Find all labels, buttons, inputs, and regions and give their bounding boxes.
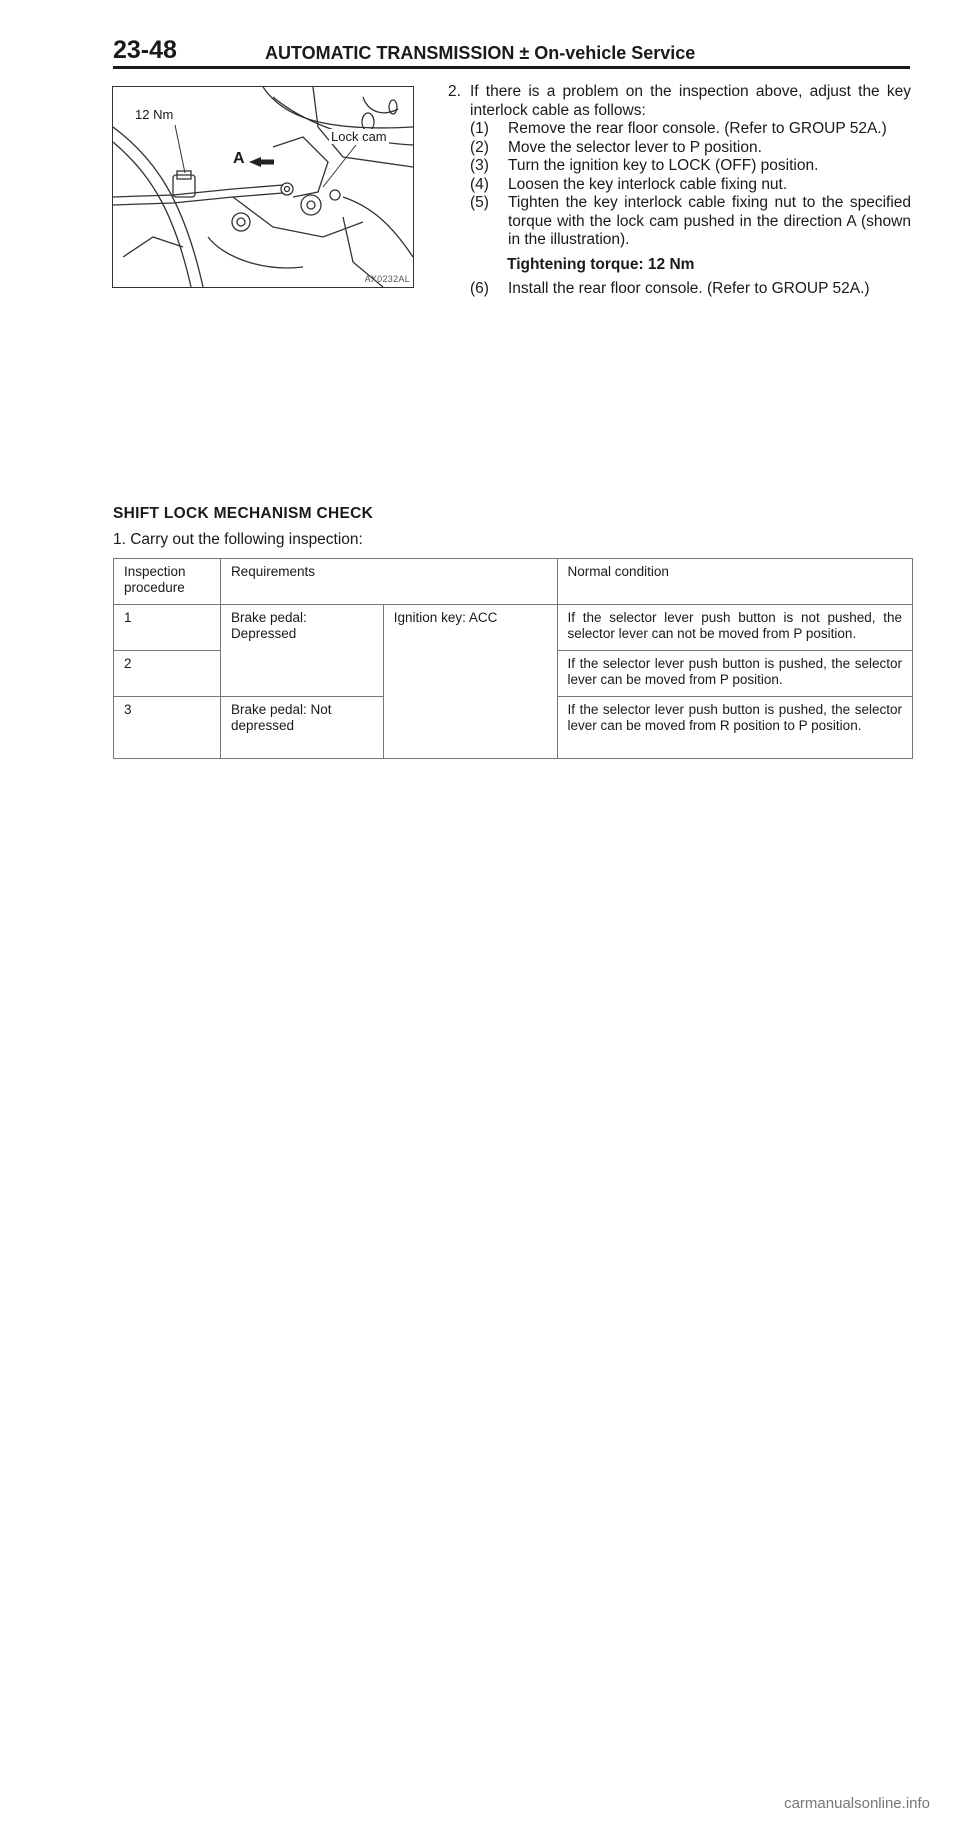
substep-text: Loosen the key interlock cable fixing nut. xyxy=(508,175,788,193)
cell-procedure: 3 xyxy=(114,697,221,759)
step-2 xyxy=(448,83,911,120)
cell-brake-pedal: Brake pedal: Depressed xyxy=(220,605,383,697)
substep-5 xyxy=(470,194,911,250)
substep-number: (6) xyxy=(470,280,489,297)
watermark: carmanualsonline.info xyxy=(784,1795,930,1812)
page-header xyxy=(113,34,910,68)
header-normal-condition: Normal condition xyxy=(557,559,912,605)
cell-normal-condition: If the selector lever push button is pushed, the selector lever can be moved from P position. xyxy=(557,651,912,697)
substep-number: (1) xyxy=(470,120,489,137)
section-intro: 1. Carry out the following inspection: xyxy=(113,531,363,548)
substep-number: (3) xyxy=(470,157,489,174)
table-row xyxy=(114,605,913,651)
substep-2 xyxy=(470,139,911,158)
header-procedure: Inspection procedure xyxy=(114,559,221,605)
substep-text: Remove the rear floor console. (Refer to GROUP 52A.) xyxy=(508,120,887,137)
header-requirements: Requirements xyxy=(220,559,557,605)
substep-text: Install the rear floor console. (Refer to GROUP 52A.) xyxy=(508,280,870,297)
cell-normal-condition: If the selector lever push button is not pushed, the selector lever can not be moved from P position. xyxy=(557,605,912,651)
cell-brake-pedal: Brake pedal: Not depressed xyxy=(220,697,383,759)
inspection-table xyxy=(113,558,913,759)
substep-1 xyxy=(470,120,911,139)
substep-text: Tighten the key interlock cable fixing nut to the specified torque with the lock cam pushed in the direction A (shown in the illustration). xyxy=(508,194,911,248)
substep-4 xyxy=(470,176,911,195)
cell-normal-condition: If the selector lever push button is pushed, the selector lever can be moved from R position to P position. xyxy=(557,697,912,759)
page-title: AUTOMATIC TRANSMISSION ± On-vehicle Service xyxy=(265,43,696,63)
substep-number: (2) xyxy=(470,138,489,156)
substep-3 xyxy=(470,157,911,176)
table-header-row xyxy=(114,559,913,605)
cell-procedure: 2 xyxy=(114,651,221,697)
header-divider xyxy=(113,66,910,69)
substep-6 xyxy=(470,280,911,299)
page-number: 23-48 xyxy=(113,36,177,64)
direction-a-callout: A xyxy=(233,150,245,167)
substep-text: Turn the ignition key to LOCK (OFF) position. xyxy=(508,157,819,174)
illustration-code: AX0232AL xyxy=(364,274,410,284)
substep-number: (4) xyxy=(470,175,489,193)
substep-number: (5) xyxy=(470,194,489,211)
lock-cam-callout: Lock cam xyxy=(331,129,387,144)
adjustment-procedure xyxy=(448,83,911,299)
cell-procedure: 1 xyxy=(114,605,221,651)
section-heading: SHIFT LOCK MECHANISM CHECK xyxy=(113,505,374,522)
step-text: If there is a problem on the inspection above, adjust the key interlock cable as follows: xyxy=(470,83,911,119)
key-interlock-cable-illustration xyxy=(112,86,414,288)
substep-text: Move the selector lever to P position. xyxy=(508,138,762,156)
tightening-torque-spec: Tightening torque: 12 Nm xyxy=(507,255,695,273)
step-number: 2. xyxy=(448,83,461,100)
substep-list xyxy=(470,120,911,299)
cell-ignition-key: Ignition key: ACC xyxy=(383,605,557,759)
torque-callout: 12 Nm xyxy=(135,107,174,122)
